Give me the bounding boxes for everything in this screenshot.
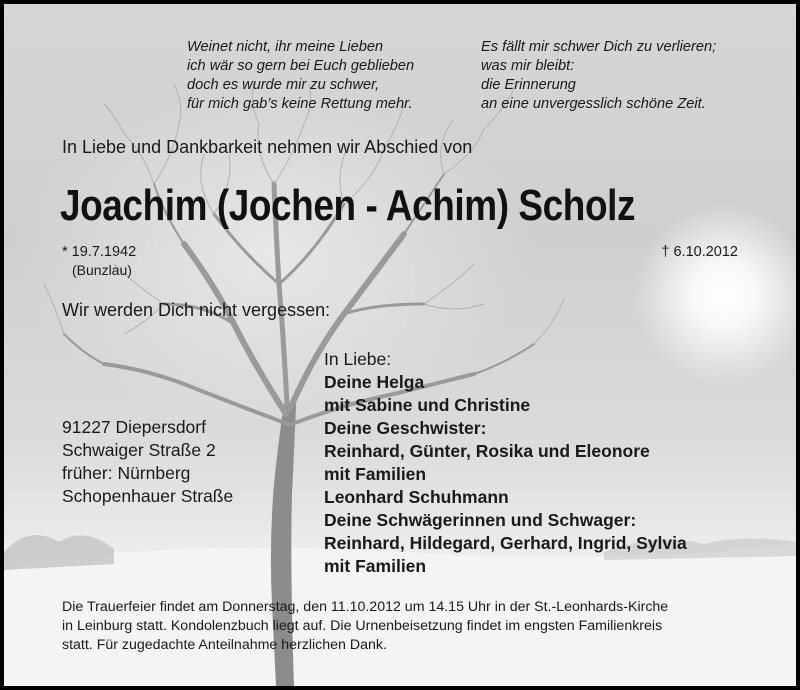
poem-left <box>187 38 414 114</box>
poem-line: die Erinnerung <box>481 77 576 93</box>
footer-line: Die Trauerfeier findet am Donnerstag, den 11.10.2012 um 14.15 Uhr in der St.-Leonhards-Kirche <box>62 599 669 615</box>
mourner-line: mit Familien <box>324 464 427 484</box>
poem-line: Weinet nicht, ihr meine Lieben <box>187 39 384 55</box>
address-line: früher: Nürnberg <box>62 463 191 483</box>
mourner-line: Deine Helga <box>324 372 425 392</box>
mourner-line: mit Familien <box>324 556 427 576</box>
poem-line: Es fällt mir schwer Dich zu verlieren; <box>481 39 717 55</box>
poem-right <box>481 38 716 114</box>
farewell-intro: In Liebe und Dankbarkeit nehmen wir Abschied von <box>62 137 473 157</box>
poem-line: an eine unvergesslich schöne Zeit. <box>481 96 706 112</box>
birth-place: (Bunzlau) <box>72 262 132 278</box>
mourner-line: Deine Geschwister: <box>324 418 487 438</box>
mourner-line: mit Sabine und Christine <box>324 395 531 415</box>
poem-line: ich wär so gern bei Euch geblieben <box>187 58 415 74</box>
mourner-line: Reinhard, Günter, Rosika und Eleonore <box>324 441 650 461</box>
address-line: Schwaiger Straße 2 <box>62 440 216 460</box>
poem-line: für mich gab’s keine Rettung mehr. <box>187 96 413 112</box>
funeral-info <box>62 598 668 655</box>
mourner-line: In Liebe: <box>324 349 392 369</box>
deceased-name: Joachim (Jochen - Achim) Scholz <box>60 181 636 230</box>
mourner-line: Reinhard, Hildegard, Gerhard, Ingrid, Sylvia <box>324 533 687 553</box>
birth-date: * 19.7.1942 <box>62 244 137 260</box>
death-date: † 6.10.2012 <box>661 244 738 260</box>
mourners-list <box>324 348 687 578</box>
address-block <box>62 416 233 508</box>
memory-line: Wir werden Dich nicht vergessen: <box>62 300 331 320</box>
footer-line: statt. Für zugedachte Anteilnahme herzlichen Dank. <box>62 637 387 653</box>
address-line: 91227 Diepersdorf <box>62 417 206 437</box>
mourner-line: Leonhard Schuhmann <box>324 487 509 507</box>
mourner-line: Deine Schwägerinnen und Schwager: <box>324 510 637 530</box>
poem-line: doch es wurde mir zu schwer, <box>187 77 380 93</box>
address-line: Schopenhauer Straße <box>62 486 234 506</box>
poem-line: was mir bleibt: <box>481 58 575 74</box>
footer-line: in Leinburg statt. Kondolenzbuch liegt auf. Die Urnenbeisetzung findet im engsten Familienkreis <box>62 618 663 634</box>
